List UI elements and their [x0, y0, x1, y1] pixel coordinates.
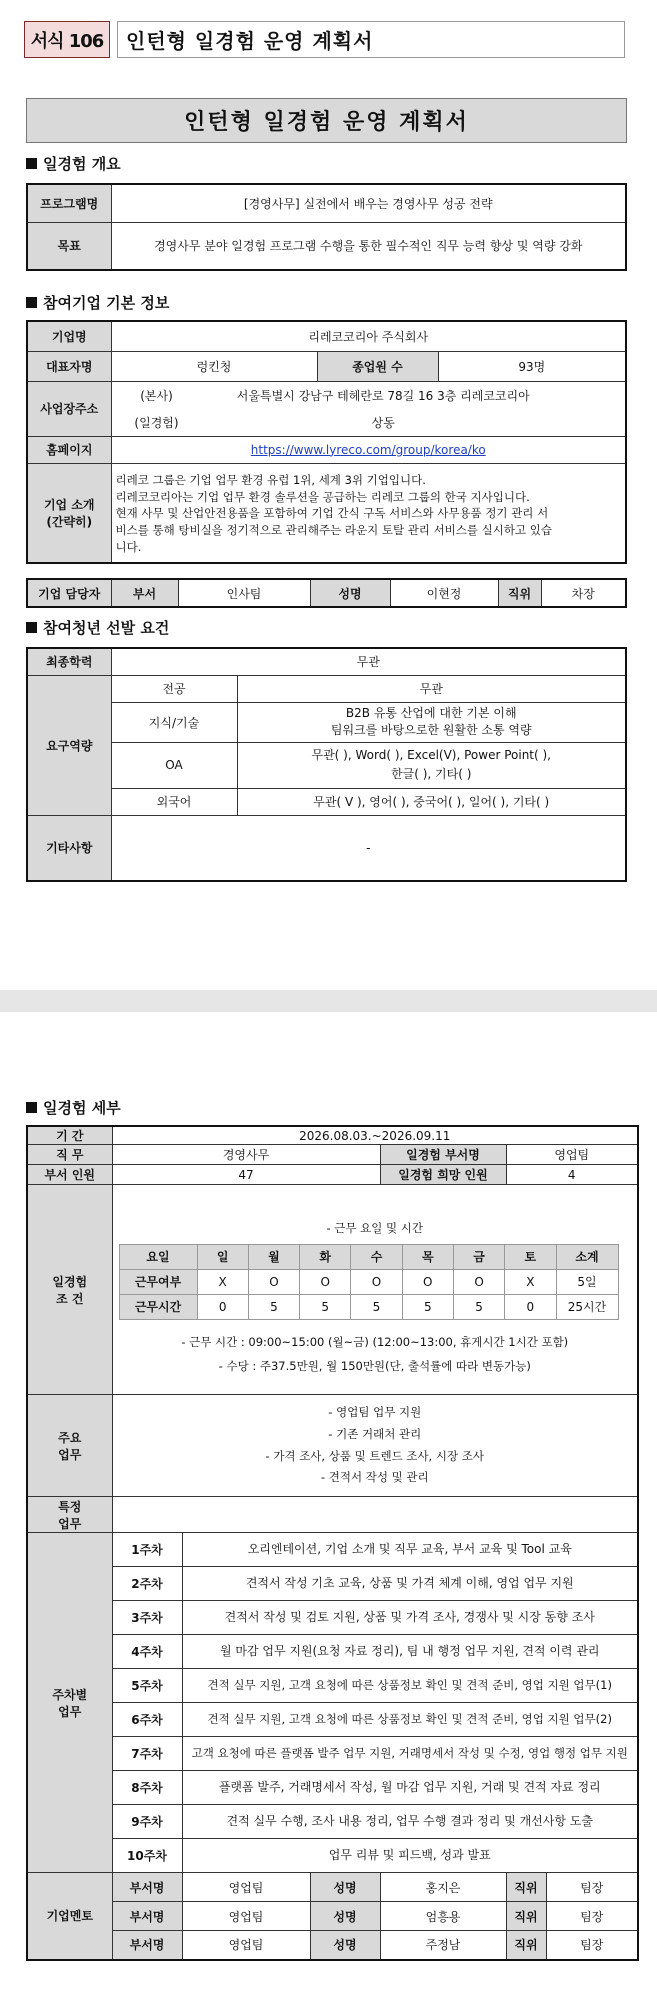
language-value: 무관( V ), 영어( ), 중국어( ), 일어( ), 기타( ) — [237, 788, 626, 815]
schedule-cell: 5 — [453, 1294, 504, 1319]
form-number-badge: 서식 106 — [24, 21, 110, 58]
education-label: 최종학력 — [27, 648, 111, 675]
dept-staff-label: 부서 인원 — [27, 1165, 112, 1185]
intro-text — [111, 463, 626, 563]
work-time-note: - 근무 시간 : 09:00~15:00 (월~금) (12:00~13:00, 휴게시간 1시간 포함) — [181, 1334, 569, 1349]
pay-note: - 수당 : 주37.5만원, 월 150만원(단, 출석률에 따라 변동가능) — [218, 1358, 531, 1373]
dept-name-value: 영업팀 — [506, 1145, 638, 1165]
main-duty-label-line-2: 업무 — [58, 1447, 82, 1462]
work-address: 상동 — [371, 415, 395, 430]
details-table — [26, 1125, 639, 1961]
intro-label — [27, 463, 111, 563]
weekly-duty-label — [27, 1533, 112, 1873]
conditions-label — [27, 1185, 112, 1395]
ceo-value: 렁킨청 — [111, 351, 317, 381]
conditions-intro: - 근무 요일 및 시간 — [326, 1220, 424, 1235]
main-duty-item: - 가격 조사, 상품 및 트렌드 조사, 시장 조사 — [265, 1448, 484, 1463]
week-label: 3주차 — [112, 1601, 182, 1635]
competency-label: 요구역량 — [27, 675, 111, 815]
document-title: 인턴형 일경험 운영 계획서 — [26, 98, 627, 143]
schedule-row-hours — [119, 1294, 618, 1319]
other-label: 기타사항 — [27, 815, 111, 881]
schedule-header: 금 — [453, 1244, 504, 1269]
main-duty-list — [112, 1395, 638, 1497]
hq-label: (본사) — [140, 388, 173, 403]
company-name-label: 기업명 — [27, 321, 111, 351]
knowledge-line: B2B 유통 산업에 대한 기본 이해 — [345, 705, 517, 720]
homepage-link[interactable]: https://www.lyreco.com/group/korea/ko — [250, 442, 486, 457]
contact-name-label: 성명 — [310, 579, 390, 607]
mentor-name-label: 성명 — [310, 1902, 380, 1931]
square-bullet-icon — [26, 622, 37, 633]
mentor-name-value: 엄흥용 — [380, 1902, 506, 1931]
intro-line: 리레코 그룹은 기업 업무 환경 유럽 1위, 세계 3위 기업입니다. — [115, 473, 426, 488]
intro-label-line-2: (간략히) — [46, 514, 93, 529]
schedule-table — [119, 1244, 619, 1320]
schedule-cell: 근무시간 — [119, 1294, 197, 1319]
mentor-dept-label: 부서명 — [112, 1873, 182, 1902]
mentor-dept-value: 영업팀 — [182, 1902, 310, 1931]
hope-count-label: 일경험 희망 인원 — [380, 1165, 506, 1185]
schedule-header: 토 — [505, 1244, 556, 1269]
mentor-position-value: 팀장 — [546, 1873, 638, 1902]
mentor-name-label: 성명 — [310, 1873, 380, 1902]
knowledge-line: 팀워크를 바탕으로한 원활한 소통 역량 — [330, 723, 532, 737]
main-duty-item: - 견적서 작성 및 관리 — [320, 1470, 429, 1485]
square-bullet-icon — [26, 158, 37, 169]
schedule-cell: 0 — [197, 1294, 248, 1319]
schedule-cell: 5 — [300, 1294, 351, 1319]
week-task: 업무 리뷰 및 피드백, 성과 발표 — [182, 1839, 638, 1873]
contact-position-label: 직위 — [498, 579, 541, 607]
knowledge-label: 지식/기술 — [111, 702, 237, 742]
week-task: 오리엔테이션, 기업 소개 및 직무 교육, 부서 교육 및 Tool 교육 — [182, 1533, 638, 1567]
hq-address: 서울특별시 강남구 테헤란로 78길 16 3층 리레코코리아 — [236, 388, 530, 403]
hope-count-value: 4 — [506, 1165, 638, 1185]
oa-line: 한글( ), 기타( ) — [391, 767, 472, 781]
mentor-dept-label: 부서명 — [112, 1902, 182, 1931]
week-label: 1주차 — [112, 1533, 182, 1567]
main-duty-label — [27, 1395, 112, 1497]
employees-label: 종업원 수 — [317, 351, 438, 381]
contact-table — [26, 578, 627, 608]
period-label: 기 간 — [27, 1126, 112, 1145]
section-details-heading — [26, 1096, 121, 1118]
week-task: 플랫폼 발주, 거래명세서 작성, 월 마감 업무 지원, 거래 및 견적 자료 정리 — [182, 1771, 638, 1805]
mentor-label: 기업멘토 — [27, 1873, 112, 1960]
intro-line: 현재 사무 및 산업안전용품을 포함하여 기업 간식 구독 서비스와 사무용품 정기 관리 서 — [115, 506, 549, 521]
schedule-header: 일 — [197, 1244, 248, 1269]
schedule-cell: 근무여부 — [119, 1269, 197, 1294]
conditions-cell — [112, 1185, 638, 1395]
mentor-dept-value: 영업팀 — [182, 1931, 310, 1960]
education-value: 무관 — [111, 648, 626, 675]
mentor-name-value: 주정남 — [380, 1931, 506, 1960]
week-task: 견적 실무 지원, 고객 요청에 따른 상품정보 확인 및 견적 준비, 영업 지원 업무(1) — [182, 1669, 638, 1703]
schedule-cell: 5 — [402, 1294, 453, 1319]
week-label: 4주차 — [112, 1635, 182, 1669]
overview-table — [26, 183, 627, 271]
week-label: 2주차 — [112, 1567, 182, 1601]
schedule-cell: 5 — [248, 1294, 299, 1319]
conditions-label-line-1: 일경험 — [52, 1274, 88, 1289]
weekly-duty-label-line-2: 업무 — [58, 1704, 82, 1719]
mentor-position-value: 팀장 — [546, 1902, 638, 1931]
dept-name-label: 일경험 부서명 — [380, 1145, 506, 1165]
schedule-cell: 0 — [505, 1294, 556, 1319]
schedule-cell: X — [197, 1269, 248, 1294]
week-label: 5주차 — [112, 1669, 182, 1703]
mentor-position-label: 직위 — [506, 1902, 546, 1931]
special-duty-label-line-2: 업무 — [58, 1516, 82, 1531]
square-bullet-icon — [26, 1102, 37, 1113]
week-label: 10주차 — [112, 1839, 182, 1873]
week-label: 9주차 — [112, 1805, 182, 1839]
mentor-position-label: 직위 — [506, 1873, 546, 1902]
goal-value: 경영사무 분야 일경험 프로그램 수행을 통한 필수적인 직무 능력 향상 및 역량 강화 — [111, 222, 626, 270]
schedule-header-row — [119, 1244, 618, 1269]
weekly-duty-label-line-1: 주차별 — [52, 1687, 88, 1702]
schedule-cell: O — [402, 1269, 453, 1294]
oa-label: OA — [111, 742, 237, 788]
job-label: 직 무 — [27, 1145, 112, 1165]
section-company-label: 참여기업 기본 정보 — [43, 293, 170, 312]
square-bullet-icon — [26, 297, 37, 308]
contact-name-value: 이현정 — [390, 579, 498, 607]
schedule-cell: 25시간 — [556, 1294, 618, 1319]
page-break — [0, 990, 657, 1012]
week-task: 고객 요청에 따른 플랫폼 발주 업무 지원, 거래명세서 작성 및 수정, 영업 행정 업무 지원 — [182, 1737, 638, 1771]
company-table — [26, 320, 627, 564]
mentor-name-value: 홍지은 — [380, 1873, 506, 1902]
schedule-cell: O — [453, 1269, 504, 1294]
main-duty-item: - 기존 거래처 관리 — [328, 1426, 422, 1441]
week-label: 7주차 — [112, 1737, 182, 1771]
week-task: 견적 실무 지원, 고객 요청에 따른 상품정보 확인 및 견적 준비, 영업 지원 업무(2) — [182, 1703, 638, 1737]
contact-position-value: 차장 — [541, 579, 626, 607]
mentor-position-label: 직위 — [506, 1931, 546, 1960]
mentor-dept-value: 영업팀 — [182, 1873, 310, 1902]
major-label: 전공 — [111, 675, 237, 702]
language-label: 외국어 — [111, 788, 237, 815]
schedule-header: 수 — [351, 1244, 402, 1269]
section-overview-heading — [26, 152, 121, 174]
main-duty-item: - 영업팀 업무 지원 — [328, 1404, 422, 1419]
section-requirements-heading — [26, 616, 169, 638]
oa-value — [237, 742, 626, 788]
special-duty-value — [112, 1497, 638, 1533]
major-value: 무관 — [237, 675, 626, 702]
ceo-label: 대표자명 — [27, 351, 111, 381]
conditions-label-line-2: 조 건 — [56, 1291, 84, 1306]
goal-label: 목표 — [27, 222, 111, 270]
program-name-label: 프로그램명 — [27, 184, 111, 222]
intro-label-line-1: 기업 소개 — [43, 497, 95, 512]
company-name-value: 리레코코리아 주식회사 — [111, 321, 626, 351]
requirements-table — [26, 647, 627, 882]
section-requirements-label: 참여청년 선발 요건 — [43, 618, 170, 637]
mentor-dept-label: 부서명 — [112, 1931, 182, 1960]
week-label: 6주차 — [112, 1703, 182, 1737]
special-duty-label — [27, 1497, 112, 1533]
homepage-label: 홈페이지 — [27, 436, 111, 463]
employees-value: 93명 — [438, 351, 626, 381]
other-value: - — [111, 815, 626, 881]
contact-dept-value: 인사팀 — [178, 579, 310, 607]
period-value: 2026.08.03.~2026.09.11 — [112, 1126, 638, 1145]
header-title: 인턴형 일경험 운영 계획서 — [117, 21, 625, 58]
schedule-cell: X — [505, 1269, 556, 1294]
work-label: (일경험) — [134, 415, 179, 430]
address-cell — [111, 381, 626, 436]
job-value: 경영사무 — [112, 1145, 380, 1165]
week-label: 8주차 — [112, 1771, 182, 1805]
schedule-header: 목 — [402, 1244, 453, 1269]
main-duty-label-line-1: 주요 — [58, 1430, 82, 1445]
contact-label: 기업 담당자 — [27, 579, 111, 607]
week-task: 견적서 작성 및 검토 지원, 상품 및 가격 조사, 경쟁사 및 시장 동향 조사 — [182, 1601, 638, 1635]
schedule-header: 월 — [248, 1244, 299, 1269]
schedule-cell: 5 — [351, 1294, 402, 1319]
intro-line: 비스를 통해 탕비실을 정기적으로 관리해주는 라운지 토탈 관리 서비스를 실시하고 있습 — [115, 523, 552, 538]
schedule-header: 소계 — [556, 1244, 618, 1269]
knowledge-value — [237, 702, 626, 742]
schedule-header: 요일 — [119, 1244, 197, 1269]
section-details-label: 일경험 세부 — [43, 1098, 121, 1117]
intro-line: 니다. — [115, 539, 142, 554]
address-label: 사업장주소 — [27, 381, 111, 436]
schedule-cell: O — [300, 1269, 351, 1294]
week-task: 견적서 작성 기초 교육, 상품 및 가격 체계 이해, 영업 업무 지원 — [182, 1567, 638, 1601]
week-task: 견적 실무 수행, 조사 내용 정리, 업무 수행 결과 정리 및 개선사항 도출 — [182, 1805, 638, 1839]
special-duty-label-line-1: 특정 — [58, 1499, 82, 1514]
schedule-header: 화 — [300, 1244, 351, 1269]
schedule-cell: O — [351, 1269, 402, 1294]
intro-line: 리레코코리아는 기업 업무 환경 솔루션을 공급하는 리레코 그룹의 한국 지사입니다. — [115, 489, 530, 504]
mentor-name-label: 성명 — [310, 1931, 380, 1960]
schedule-cell: O — [248, 1269, 299, 1294]
mentor-position-value: 팀장 — [546, 1931, 638, 1960]
dept-staff-value: 47 — [112, 1165, 380, 1185]
schedule-row-workdays — [119, 1269, 618, 1294]
section-company-heading — [26, 291, 169, 313]
program-name-value: [경영사무] 실전에서 배우는 경영사무 성공 전략 — [111, 184, 626, 222]
schedule-cell: 5일 — [556, 1269, 618, 1294]
section-overview-label: 일경험 개요 — [43, 154, 121, 173]
contact-dept-label: 부서 — [111, 579, 178, 607]
oa-line: 무관( ), Word( ), Excel(V), Power Point( ), — [311, 747, 551, 762]
week-task: 월 마감 업무 지원(요청 자료 정리), 팀 내 행정 업무 지원, 견적 이력 관리 — [182, 1635, 638, 1669]
